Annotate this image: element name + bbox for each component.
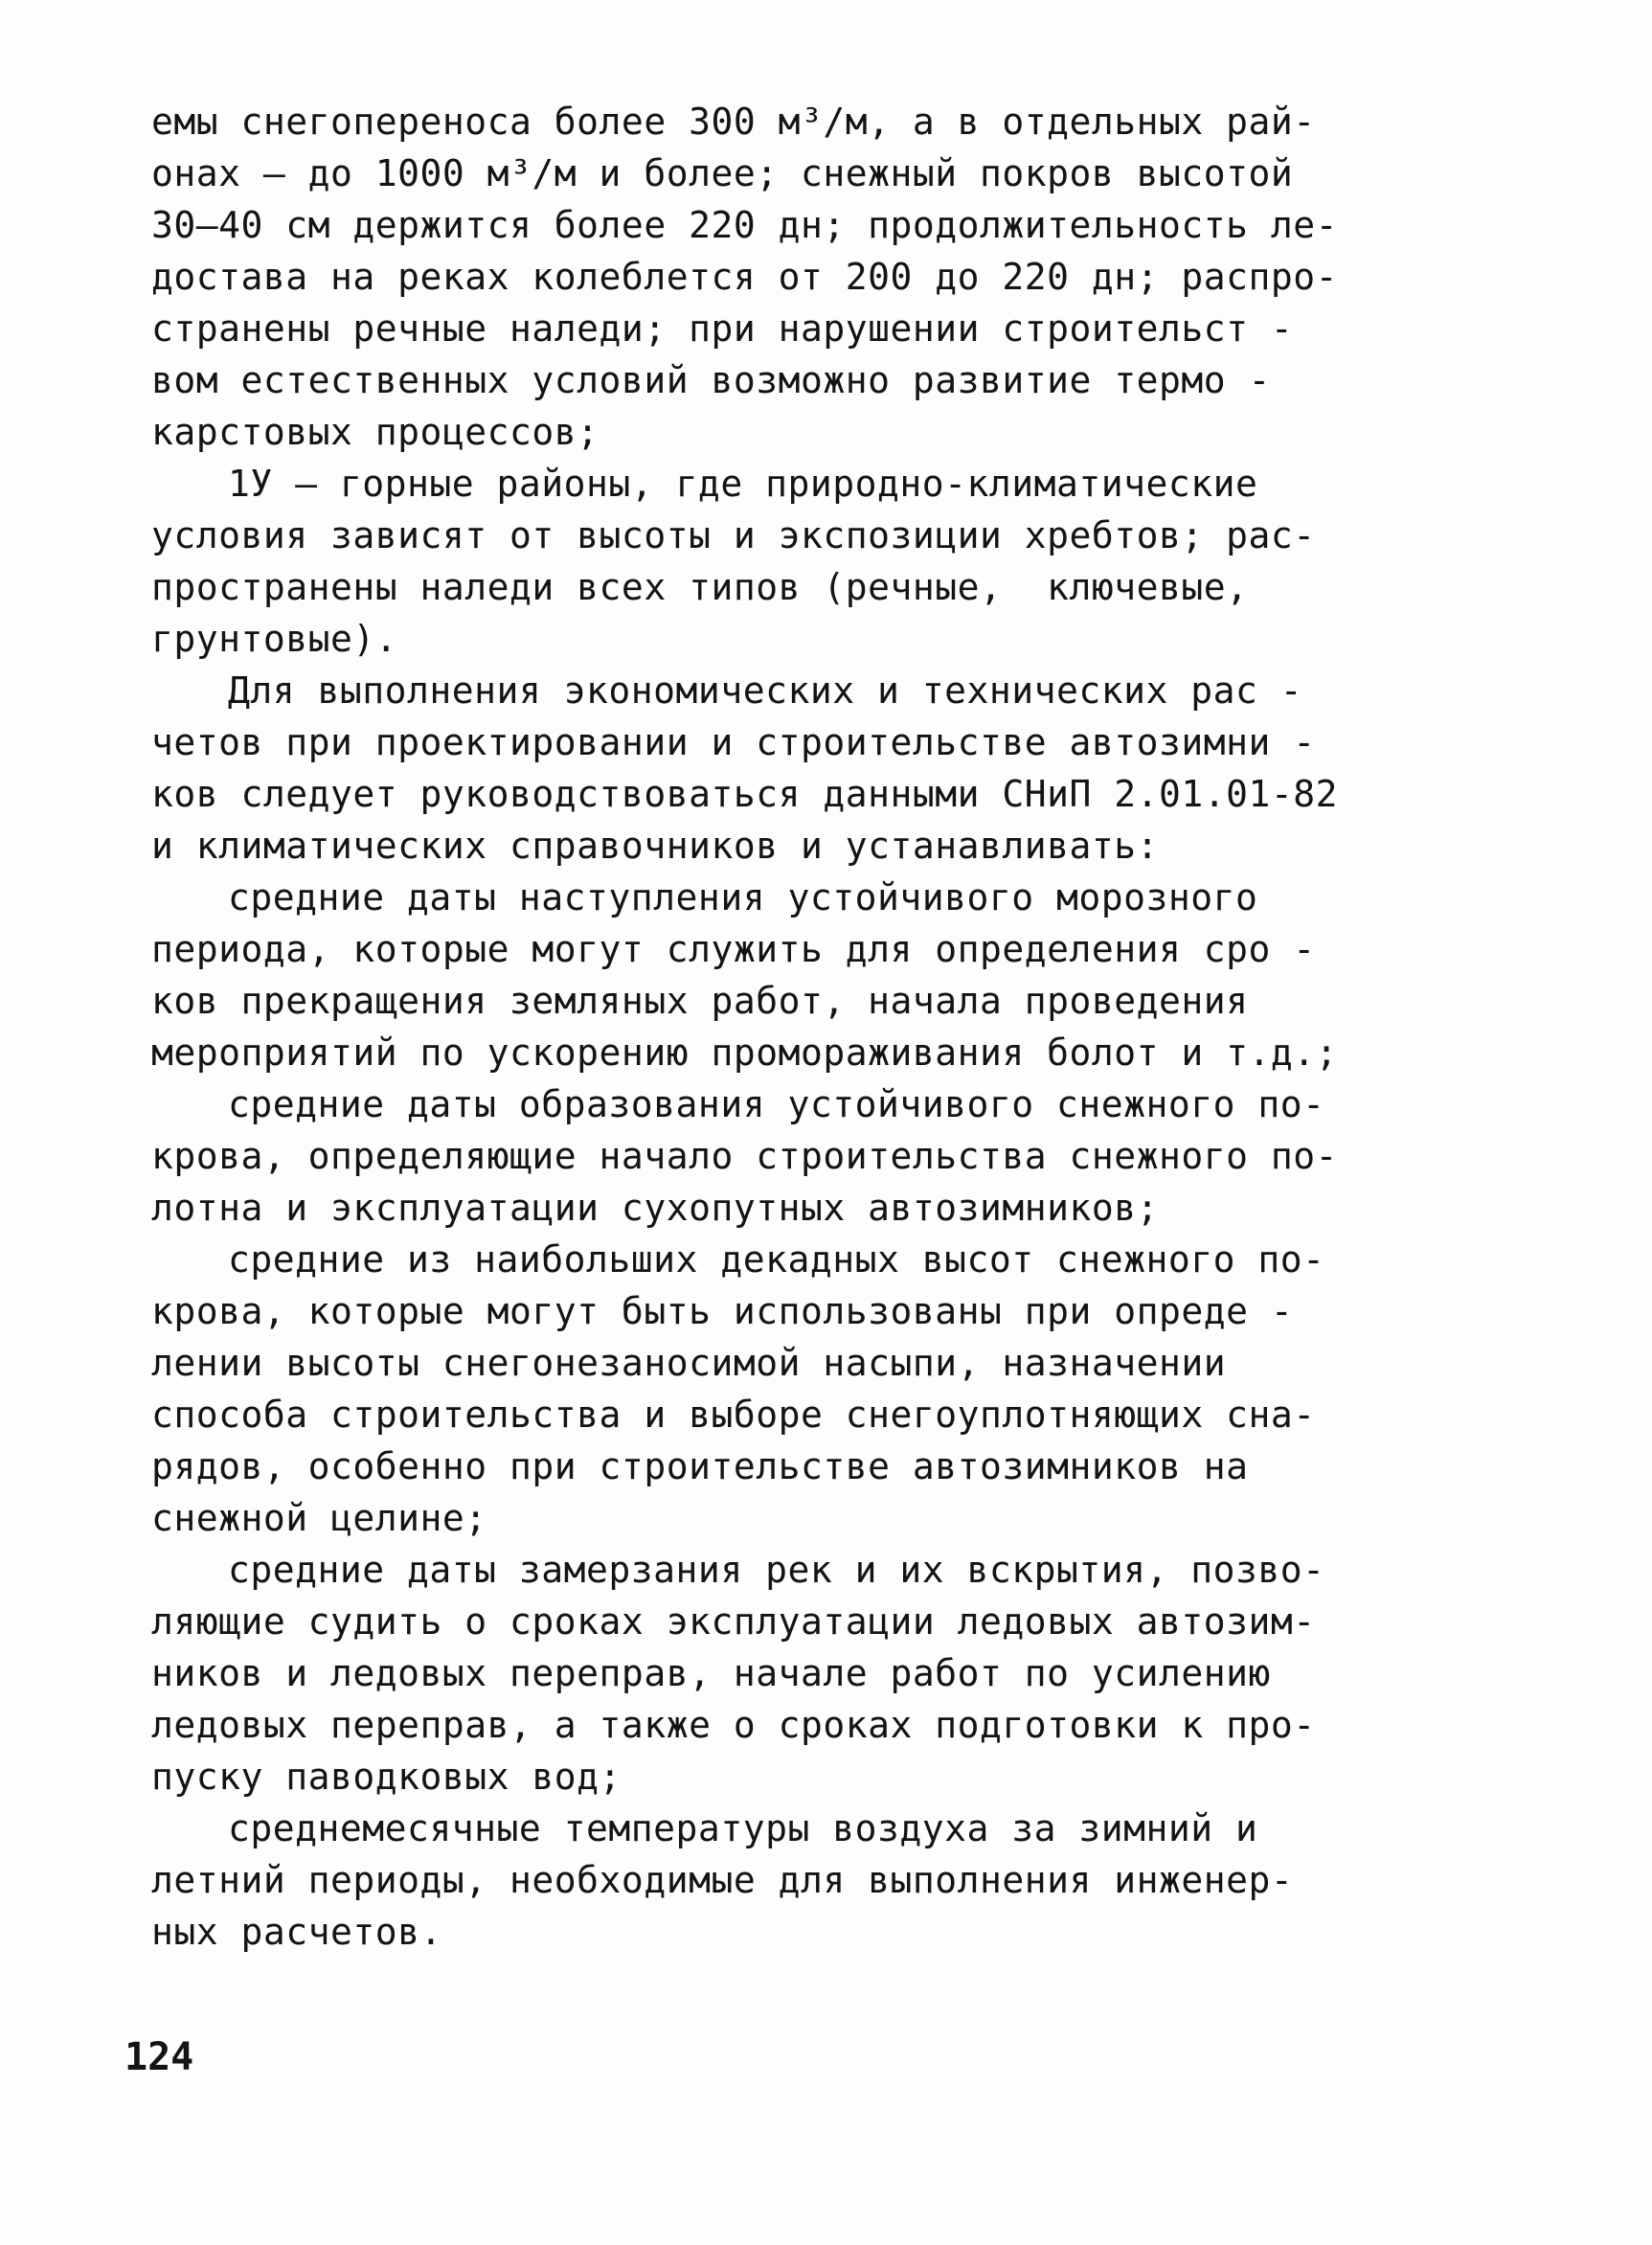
text-line: Для выполнения экономических и технических рас - [228, 669, 1303, 712]
text-line: средние даты образования устойчивого снежного по- [228, 1083, 1325, 1125]
text-line: пуску паводковых вод; [151, 1756, 622, 1798]
text-line: грунтовые). [151, 618, 398, 660]
text-line: летний периоды, необходимые для выполнения инженер- [151, 1859, 1294, 1901]
text-line: ных расчетов. [151, 1911, 442, 1953]
text-line: средние даты замерзания рек и их вскрытия, позво- [228, 1549, 1325, 1591]
text-line: ляющие судить о сроках эксплуатации ледовых автозим- [151, 1600, 1316, 1643]
text-line: пространены наледи всех типов (речные, ключевые, [151, 566, 1249, 608]
text-line: вом естественных условий возможно развитие термо - [151, 359, 1271, 401]
text-line: среднемесячные температуры воздуха за зимний и [228, 1807, 1258, 1849]
text-line: достава на реках колеблется от 200 до 220 дн; распро- [151, 256, 1339, 298]
paragraph [151, 1544, 1492, 1803]
text-line: ков прекращения земляных работ, начала проведения [151, 980, 1249, 1022]
text-line: 30–40 см держится более 220 дн; продолжительность ле- [151, 204, 1339, 246]
text-line: условия зависят от высоты и экспозиции хребтов; рас- [151, 514, 1316, 556]
paragraph [151, 1234, 1492, 1544]
text-line: лотна и эксплуатации сухопутных автозимников; [151, 1187, 1160, 1229]
text-line: ледовых переправ, а также о сроках подготовки к про- [151, 1704, 1316, 1746]
paragraph [151, 96, 1492, 458]
text-line: способа строительства и выборе снегоуплотняющих сна- [151, 1394, 1316, 1436]
text-line: онах – до 1000 м³/м и более; снежный покров высотой [151, 152, 1294, 194]
text-line: крова, определяющие начало строительства снежного по- [151, 1135, 1339, 1177]
text-line: ников и ледовых переправ, начале работ по усилению [151, 1652, 1271, 1694]
text-line: средние из наибольших декадных высот снежного по- [228, 1238, 1325, 1281]
page-number: 124 [124, 2035, 194, 2079]
paragraph [151, 1803, 1492, 1958]
text-line: карстовых процессов; [151, 411, 600, 453]
text-line: емы снегопереноса более 300 м³/м, а в отдельных рай- [151, 101, 1316, 143]
text-line: четов при проектировании и строительстве автозимни - [151, 721, 1316, 763]
text-line: и климатических справочников и устанавливать: [151, 825, 1160, 867]
text-line: крова, которые могут быть использованы при опреде - [151, 1290, 1294, 1332]
text-line: снежной целине; [151, 1497, 487, 1539]
text-line: 1У – горные районы, где природно-климатические [228, 463, 1258, 505]
text-line: странены речные наледи; при нарушении строительст - [151, 307, 1294, 350]
paragraph [151, 665, 1492, 872]
text-line: периода, которые могут служить для определения сро - [151, 928, 1316, 970]
body-text [151, 96, 1492, 1958]
text-line: рядов, особенно при строительстве автозимников на [151, 1445, 1249, 1487]
text-line: средние даты наступления устойчивого морозного [228, 876, 1258, 918]
paragraph [151, 1078, 1492, 1234]
paragraph [151, 458, 1492, 665]
paragraph [151, 872, 1492, 1078]
text-line: ков следует руководствоваться данными СНиП 2.01.01-82 [151, 773, 1339, 815]
text-line: лении высоты снегонезаносимой насыпи, назначении [151, 1342, 1227, 1384]
text-line: мероприятий по ускорению промораживания болот и т.д.; [151, 1032, 1339, 1074]
